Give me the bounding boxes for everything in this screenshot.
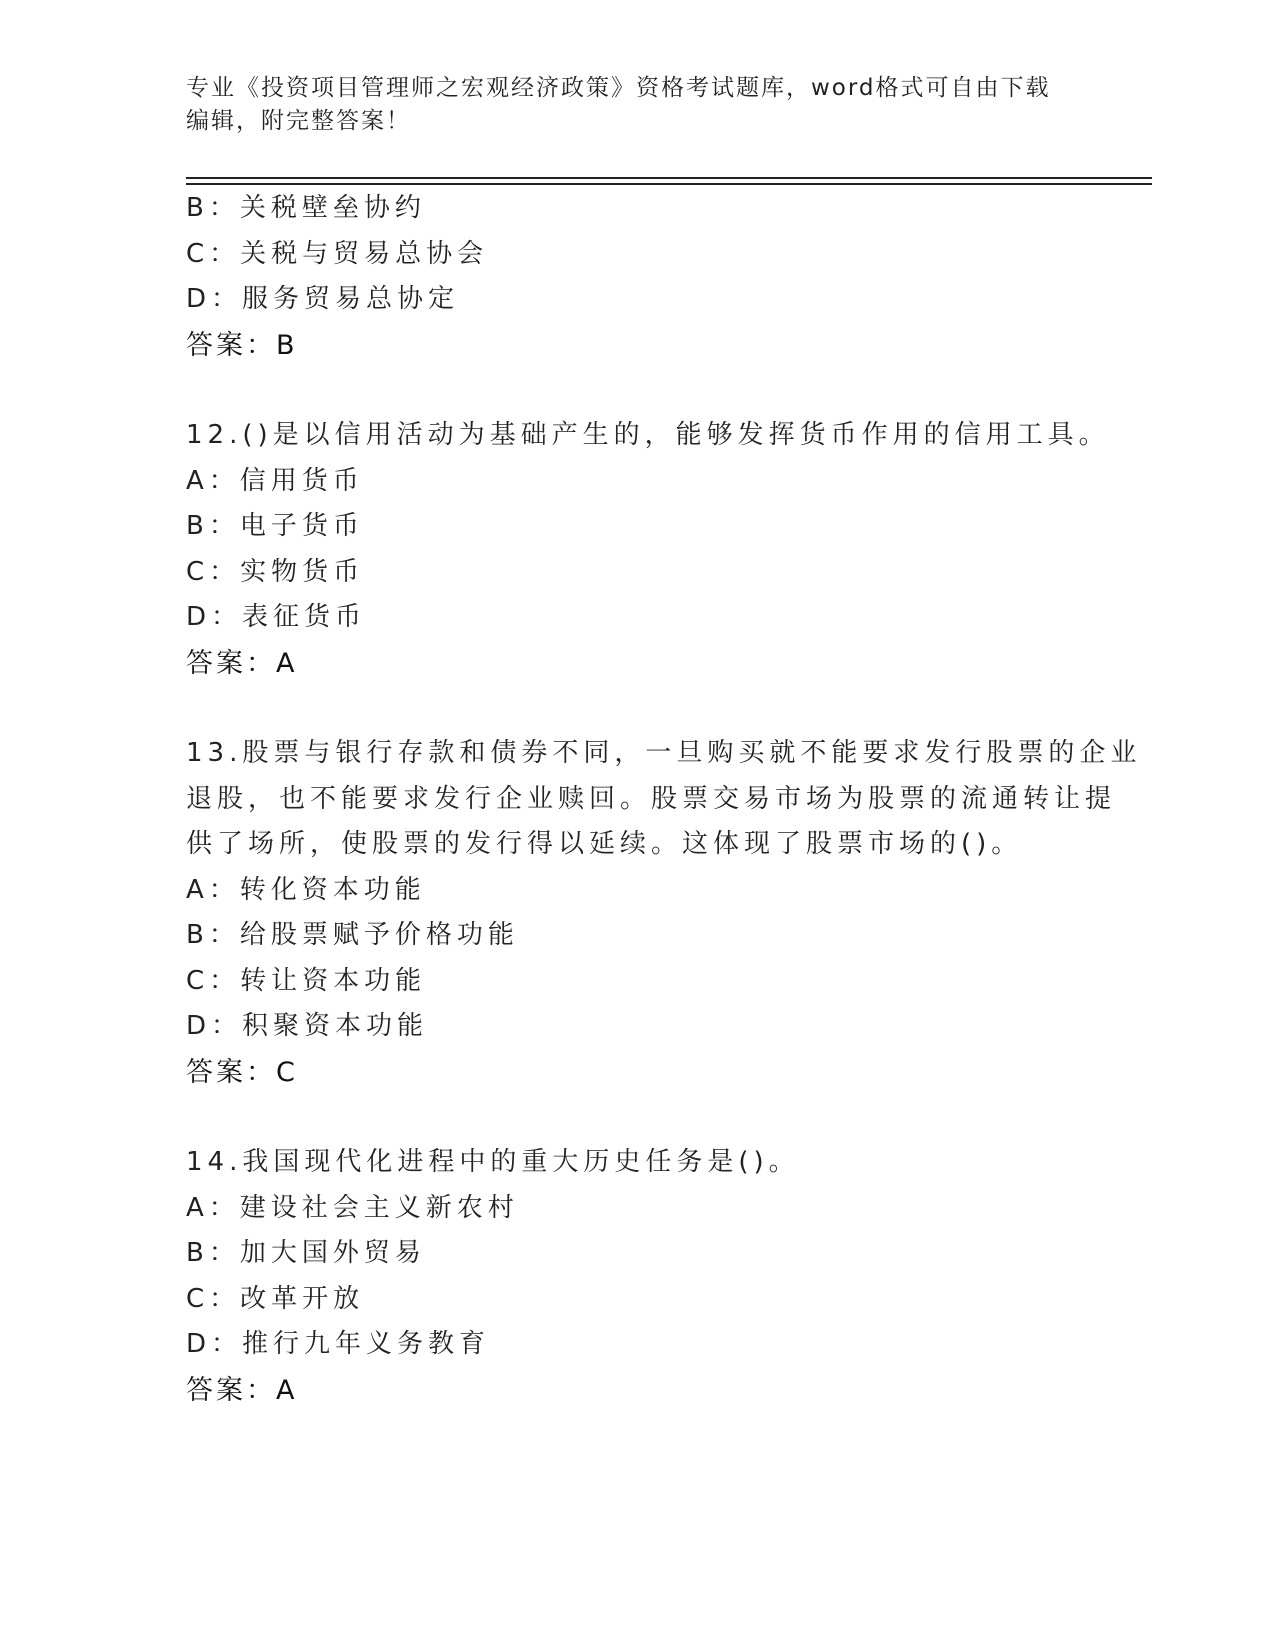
option-c: C：实物货币 [186,556,365,587]
option-a: A：建设社会主义新农村 [186,1192,519,1223]
question-block-12 [186,413,1110,686]
option-c: C：关税与贸易总协会 [186,238,489,269]
answer: 答案：A [186,647,298,679]
header-divider-bottom [186,183,1152,185]
question-block-11 [186,186,1086,368]
option-a: A：转化资本功能 [186,874,426,905]
answer: 答案：B [186,329,298,361]
option-d: D：积聚资本功能 [186,1011,429,1041]
document-header: 专业《投资项目管理师之宏观经济政策》资格考试题库，word格式可自由下载编辑，附完整答案！ [186,75,1051,134]
option-c: C：改革开放 [186,1283,365,1314]
question-text-line-1: 13.股票与银行存款和债券不同，一旦购买就不能要求发行股票的企业 [186,738,1142,768]
option-b: B：电子货币 [186,511,364,541]
option-b: B：给股票赋予价格功能 [186,920,519,950]
header-divider-top [186,177,1152,179]
question-text-line-2: 退股，也不能要求发行企业赎回。股票交易市场为股票的流通转让提 [186,783,1117,814]
question-text-line-3: 供了场所，使股票的发行得以延续。这体现了股票市场的()。 [186,829,1023,859]
question-text: 12.()是以信用活动为基础产生的，能够发挥货币作用的信用工具。 [186,420,1110,450]
option-d: D：推行九年义务教育 [186,1329,491,1359]
question-block-13 [186,731,1142,1095]
question-list [186,186,1142,1413]
answer: 答案：C [186,1056,298,1088]
option-b: B：加大国外贸易 [186,1238,426,1268]
option-d: D：服务贸易总协定 [186,284,460,314]
option-d: D：表征货币 [186,602,367,632]
option-c: C：转让资本功能 [186,965,427,996]
question-block-14 [186,1140,1086,1413]
option-b: B：关税壁垒协约 [186,193,426,223]
answer: 答案：A [186,1374,298,1406]
question-text: 14.我国现代化进程中的重大历史任务是()。 [186,1147,800,1177]
option-a: A：信用货币 [186,465,364,496]
